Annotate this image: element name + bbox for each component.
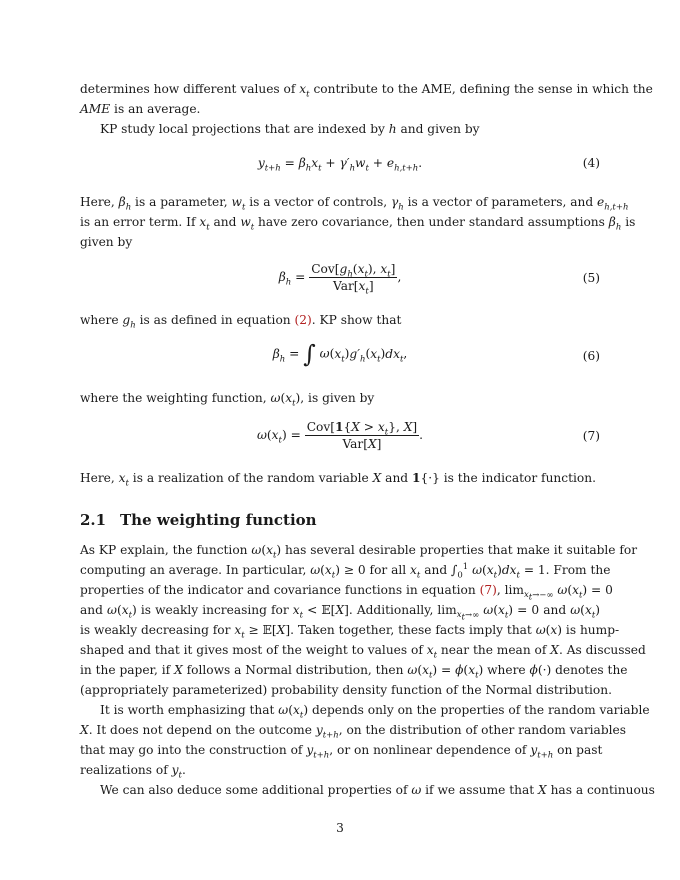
- equation-reference-link[interactable]: (7): [479, 583, 497, 597]
- paragraph-where-gh: [80, 310, 600, 330]
- text-line: given by: [80, 235, 133, 249]
- text-line: Here, $\beta_h$ is a parameter, $w_t$ is a vector of controls, $\gamma_h$ is a vector of parameters, and $e_{h,t+h}$: [80, 195, 629, 213]
- text-line: is weakly decreasing for $x_t$ ≥ 𝔼[X]. Taken together, these facts imply that ω(x) is hump-: [80, 623, 620, 641]
- paragraph-additional-properties: [80, 780, 655, 800]
- equation-reference-link[interactable]: (2): [294, 313, 312, 327]
- section-heading: [80, 511, 317, 529]
- text-line: AME is an average.: [80, 102, 201, 116]
- text-line: X. It does not depend on the outcome $y_{t+h}$, on the distribution of other random variables: [80, 723, 626, 741]
- text-line: determines how different values of $x_t$ contribute to the AME, defining the sense in which the: [80, 82, 653, 100]
- text-line: and $\omega(x_t)$ is weakly increasing for $x_t$ < 𝔼[X]. Additionally, $\lim_{x_t\to\infty} \omega(x_t) = 0$ and $\omega(x_t)$: [80, 603, 600, 624]
- text-line: properties of the indicator and covariance functions in equation (7), $\lim_{x_t\to-\infty} \omega(x_t) = 0$: [80, 583, 613, 604]
- equation-5: [80, 262, 600, 298]
- text-line: realizations of $y_t$.: [80, 763, 186, 781]
- text-line: that may go into the construction of $y_{t+h}$, or on nonlinear dependence of $y_{t+h}$ on past: [80, 743, 603, 761]
- text-line: where the weighting function, $\omega(x_t)$, is given by: [80, 391, 375, 409]
- paragraph-ame-intro: [80, 79, 653, 139]
- paragraph-dependence: [80, 700, 650, 781]
- text-line: We can also deduce some additional properties of ω if we assume that X has a continuous: [100, 783, 655, 797]
- section-number: 2.1: [80, 511, 107, 529]
- text-line: (appropriately parameterized) probability density function of the Normal distribution.: [80, 683, 612, 697]
- equation-number: (7): [582, 429, 600, 443]
- equation-5-body: $\beta_h$ = $\frac{Cov[g_h(x_t), x_t]}{Var[x_t]}$ ,: [278, 262, 402, 297]
- equation-7: [80, 420, 600, 456]
- paragraph-parameters: [80, 192, 636, 252]
- equation-number: (6): [582, 349, 600, 363]
- text-line: computing an average. In particular, $\omega(x_t) \ge 0$ for all $x_t$ and $\int_0^1$ $\omega(x_t)dx_t = 1$. From the: [80, 561, 611, 581]
- equation-number: (4): [582, 156, 600, 170]
- text-line: Here, $x_t$ is a realization of the random variable X and 1{·} is the indicator function.: [80, 471, 596, 489]
- equation-6: [80, 340, 600, 376]
- equation-number: (5): [582, 271, 600, 285]
- text-line: KP study local projections that are indexed by h and given by: [100, 122, 480, 136]
- equation-4-body: $y_{t+h} = \beta_hx_t + \gamma'_hw_t + e_{h,t+h}$.: [257, 156, 423, 174]
- text-line: As KP explain, the function $\omega(x_t)$ has several desirable properties that make it suitable for: [80, 543, 638, 561]
- section-title: The weighting function: [120, 511, 317, 529]
- equation-4: [80, 156, 600, 176]
- page-number: 3: [336, 821, 344, 835]
- fraction: $\frac{Cov[g_h(x_t), x_t]}{Var[x_t]}$: [311, 262, 396, 297]
- equation-6-body: $\beta_h$ = ∫ $\omega(x_t)g'_h(x_t)dx_t$,: [272, 340, 408, 368]
- paragraph-realization: [80, 468, 600, 488]
- fraction: $\frac{Cov[1\{X > x_t\}, X]}{\text{Var[X]}}$: [306, 420, 418, 451]
- text-line: is an error term. If $x_t$ and $w_t$ have zero covariance, then under standard assumptions $\beta_h$ is: [80, 215, 636, 233]
- text-line: shaped and that it gives most of the weight to values of $x_t$ near the mean of X. As discussed: [80, 643, 646, 661]
- text-line: where $g_h$ is as defined in equation (2). KP show that: [80, 313, 402, 331]
- equation-7-body: $\omega(x_t)$ = $\frac{Cov[1\{X > x_t\}, X]}{\text{Var[X]}}$ .: [256, 420, 424, 451]
- text-line: It is worth emphasizing that $\omega(x_t)$ depends only on the properties of the random variable: [100, 703, 650, 721]
- text-line: in the paper, if X follows a Normal distribution, then $\omega(x_t) = \phi(x_t)$ where ϕ(·) denotes the: [80, 663, 628, 681]
- paragraph-where-weighting: [80, 388, 600, 408]
- paragraph-weighting-properties: [80, 540, 646, 700]
